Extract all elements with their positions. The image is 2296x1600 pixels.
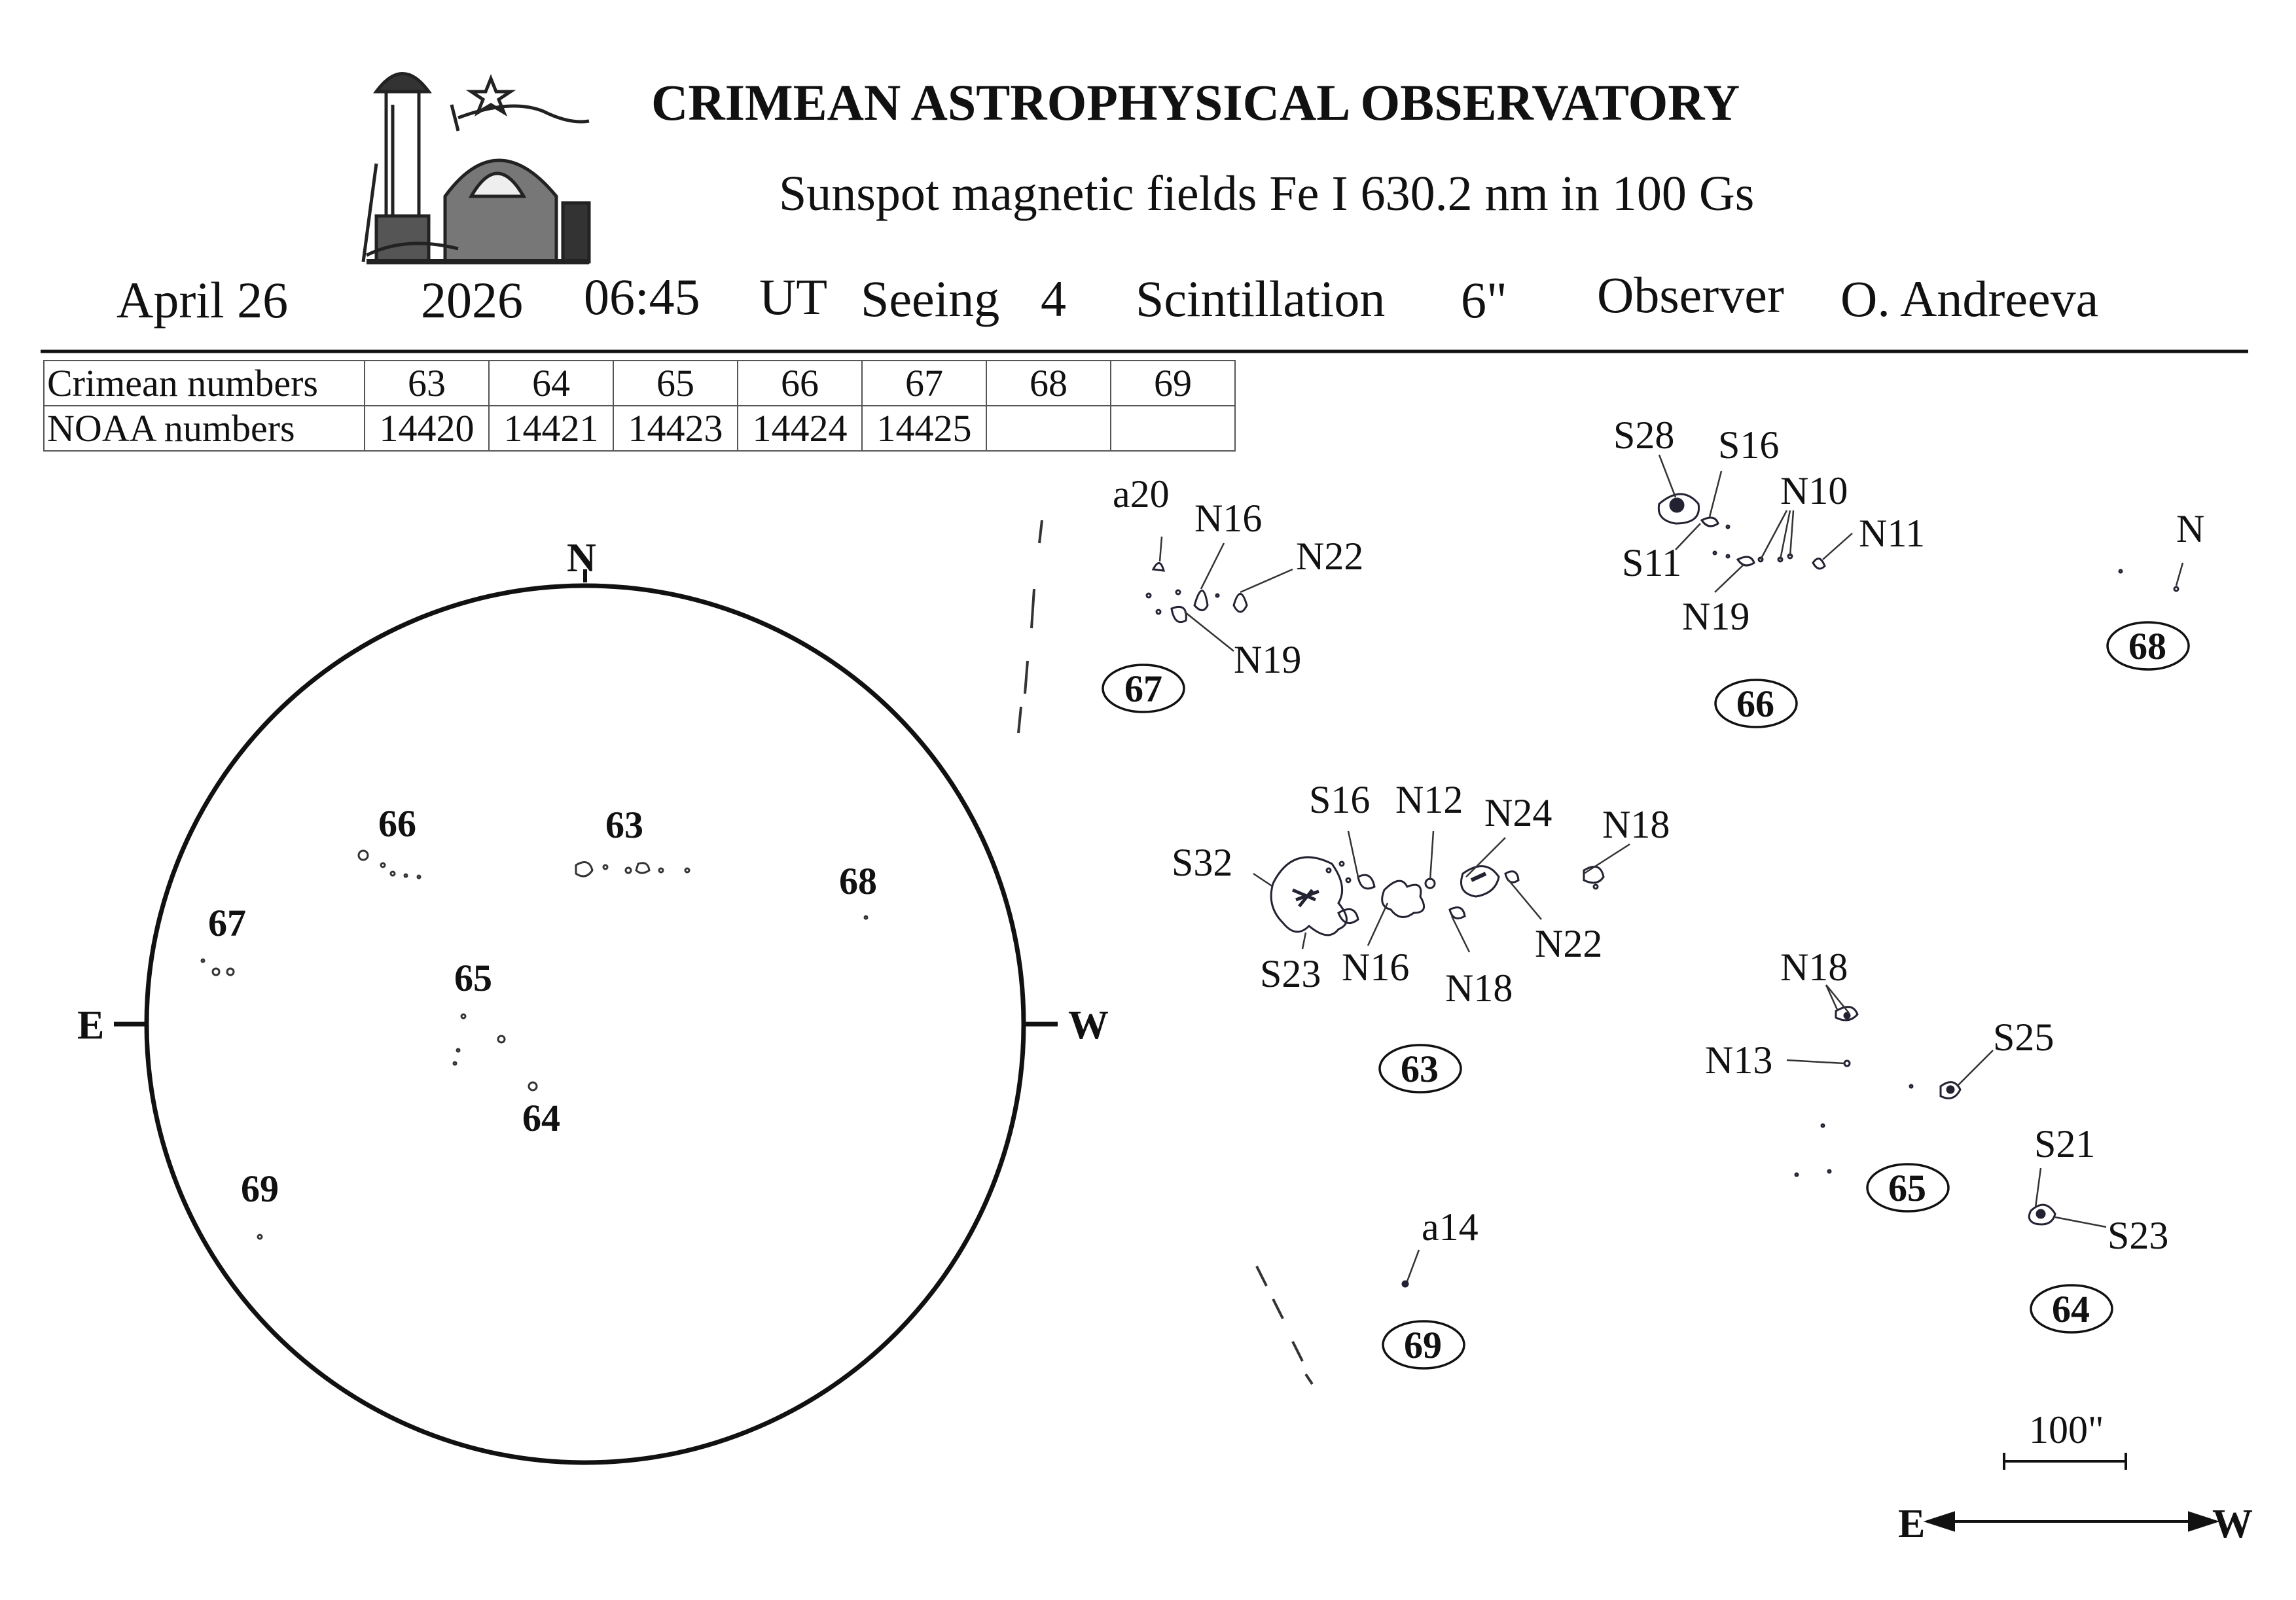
scintillation-label: Scintillation: [1136, 270, 1386, 327]
noaa-label: NOAA numbers: [44, 406, 365, 451]
crimean-cell: 69: [1111, 361, 1235, 406]
arrow-east-label: E: [1898, 1502, 1926, 1546]
region-ovals: [1103, 622, 2189, 1368]
closeup-region-number: 66: [1736, 683, 1774, 725]
noaa-cell: 14425: [862, 406, 986, 451]
scintillation-value: 6": [1461, 272, 1507, 329]
noaa-cell: 14423: [613, 406, 738, 451]
observatory-title: CRIMEAN ASTROPHYSICAL OBSERVATORY: [651, 74, 1740, 131]
polarity-label: S16: [1309, 778, 1371, 821]
obs-ut: UT: [759, 268, 827, 325]
polarity-label: N19: [1682, 595, 1750, 638]
observer-name: O. Andreeva: [1840, 270, 2099, 327]
crimean-cell: 63: [365, 361, 489, 406]
seeing-value: 4: [1041, 270, 1066, 327]
polarity-label: N10: [1780, 469, 1848, 512]
subtitle: Sunspot magnetic fields Fe I 630.2 nm in 100 Gs: [779, 166, 1755, 221]
crimean-cell: 66: [738, 361, 862, 406]
closeup-region-number: 67: [1124, 667, 1162, 710]
polarity-label: N16: [1342, 946, 1410, 989]
polarity-label: N18: [1602, 803, 1670, 846]
closeup-region-number: 65: [1888, 1167, 1926, 1209]
scale-bar: [2004, 1453, 2126, 1470]
closeup-region-number: 63: [1401, 1048, 1439, 1090]
disk-east-label: E: [77, 1003, 105, 1048]
polarity-label: S28: [1613, 414, 1675, 457]
polarity-label: N22: [1296, 535, 1364, 578]
solar-disk: [114, 569, 1058, 1463]
disk-region-label: 66: [378, 802, 416, 845]
disk-region-label: 63: [605, 804, 643, 846]
polarity-label: a14: [1422, 1205, 1479, 1249]
polarity-label: N13: [1705, 1039, 1773, 1082]
east-west-arrow: [1928, 1513, 2215, 1530]
disk-region-label: 67: [208, 902, 246, 944]
noaa-cell: 14424: [738, 406, 862, 451]
polarity-label: S23: [1260, 952, 1321, 995]
polarity-label: S16: [1718, 423, 1780, 467]
polarity-label: S25: [1993, 1016, 2054, 1059]
obs-time: 06:45: [584, 268, 700, 325]
closeup-region-number: 68: [2128, 625, 2166, 667]
polarity-label: N16: [1194, 497, 1263, 540]
polarity-label: N22: [1535, 922, 1603, 965]
polarity-label: N19: [1234, 638, 1302, 681]
obs-date: April 26: [117, 272, 289, 329]
seeing-label: Seeing: [861, 270, 1000, 327]
noaa-cell: 14420: [365, 406, 489, 451]
polarity-label: N11: [1859, 512, 1926, 555]
obs-year: 2026: [421, 272, 523, 329]
arrow-west-label: W: [2212, 1502, 2253, 1546]
polarity-label: S23: [2108, 1214, 2169, 1257]
polarity-label: N12: [1395, 778, 1463, 821]
polarity-label: a20: [1113, 472, 1170, 516]
scale-label: 100": [2029, 1408, 2104, 1451]
polarity-label: S21: [2034, 1122, 2096, 1165]
disk-west-label: W: [1068, 1003, 1109, 1048]
polarity-label: N24: [1484, 791, 1552, 834]
noaa-cell: 14421: [489, 406, 613, 451]
crimean-cell: 64: [489, 361, 613, 406]
disk-north-label: N: [567, 536, 596, 580]
crimean-cell: 65: [613, 361, 738, 406]
crimean-cell: 67: [862, 361, 986, 406]
disk-region-label: 65: [454, 957, 492, 999]
closeup-region-number: 64: [2052, 1288, 2090, 1330]
disk-region-label: 69: [241, 1167, 279, 1210]
polarity-label: N18: [1780, 946, 1848, 989]
closeup-region-number: 69: [1404, 1324, 1442, 1366]
observer-label: Observer: [1597, 266, 1784, 323]
polarity-label: S32: [1172, 841, 1233, 884]
disk-region-label: 64: [522, 1097, 560, 1139]
crimean-label: Crimean numbers: [44, 361, 365, 406]
crimean-cell: 68: [986, 361, 1111, 406]
closeup-sketches: [1147, 494, 2178, 1287]
polarity-label: S11: [1622, 541, 1682, 584]
polarity-label: N: [2176, 507, 2205, 550]
disk-region-label: 68: [839, 860, 877, 902]
polarity-label: N18: [1445, 967, 1513, 1010]
